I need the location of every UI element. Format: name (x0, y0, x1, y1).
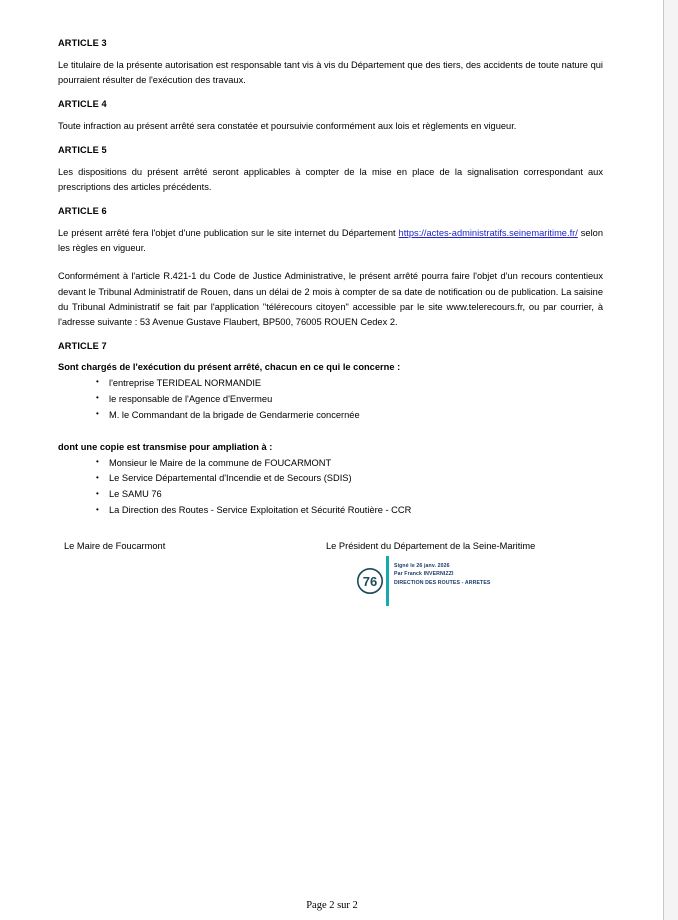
signature-row (58, 541, 603, 557)
stamp-date-line: Signé le 26 janv. 2026 (394, 563, 450, 569)
article-3-text: Le titulaire de la présente autorisation est responsable tant vis à vis du Département que des tiers, des accidents de toute nature qui pourraient résulter de l'exécution des travaux. (58, 60, 603, 86)
list-item: • Monsieur le Maire de la commune de FOUCARMONT (96, 456, 603, 472)
document-body (58, 38, 603, 557)
article-5-heading: ARTICLE 5 (58, 145, 107, 156)
article-4-heading: ARTICLE 4 (58, 99, 107, 110)
article-6-text-before-link: Le présent arrêté fera l'objet d'une publication sur le site internet du Département (58, 228, 399, 239)
page-footer: Page 2 sur 2 (306, 900, 358, 911)
execution-lead: Sont chargés de l'exécution du présent arrêté, chacun en ce qui le concerne : (58, 361, 401, 372)
execution-list (58, 376, 603, 424)
stamp-signer-line: Par Franck INVERNIZZI (394, 571, 454, 578)
copy-list (58, 456, 603, 520)
list-spacer (58, 424, 603, 441)
article-7-heading: ARTICLE 7 (58, 340, 107, 351)
list-item: • l'entreprise TERIDEAL NORMANDIE (96, 376, 603, 392)
article-3-heading: ARTICLE 3 (58, 38, 107, 48)
list-item: • Le SAMU 76 (96, 487, 603, 503)
recours-paragraph: Conformément à l'article R.421-1 du Code de Justice Administrative, le présent arrêté pourra faire l'objet d'un recours contentieux devant le Tribunal Administratif de Rouen, dans un délai de 2 mois à compter de sa date de notification ou de publication. La saisine du Tribunal Administratif se fait par l'application "télérecours citoyen" accessible par le site www.telerecours.fr, ou par courrier, à l'adresse suivante : 53 Avenue Gustave Flaubert, BP500, 76005 ROUEN Cedex 2. (58, 271, 603, 327)
article-4-text: Toute infraction au présent arrêté sera constatée et poursuivie conformément aux lois et règlements en vigueur. (58, 121, 517, 132)
svg-text:76: 76 (362, 574, 378, 589)
stamp-service-line: DIRECTION DES ROUTES - ARRETES (394, 579, 491, 586)
list-item: • Le Service Départemental d'Incendie et de Secours (SDIS) (96, 471, 603, 487)
article-6-heading: ARTICLE 6 (58, 206, 107, 217)
article-5-text: Les dispositions du présent arrêté seront applicables à compter de la mise en place de la signalisation correspondant aux prescriptions des articles précédents. (58, 167, 603, 193)
digital-signature-stamp (357, 556, 507, 606)
list-item: • M. le Commandant de la brigade de Gendarmerie concernée (96, 408, 603, 424)
seine-maritime-76-logo-icon (357, 568, 383, 594)
copy-lead: dont une copie est transmise pour ampliation à : (58, 441, 273, 452)
signature-mayor-label: Le Maire de Foucarmont (64, 541, 166, 552)
stamp-accent-bar (386, 556, 389, 606)
article-6-text-after-link: selon les règles en vigueur. (58, 228, 603, 254)
actes-administratifs-link[interactable]: https://actes-administratifs.seinemaritime.fr/ (398, 228, 578, 239)
list-item: • La Direction des Routes - Service Exploitation et Sécurité Routière - CCR (96, 503, 603, 519)
list-item: • le responsable de l'Agence d'Envermeu (96, 392, 603, 408)
article-6-text (58, 226, 603, 256)
stamp-text-block (394, 562, 514, 587)
signature-president-label: Le Président du Département de la Seine-Maritime (326, 541, 536, 552)
